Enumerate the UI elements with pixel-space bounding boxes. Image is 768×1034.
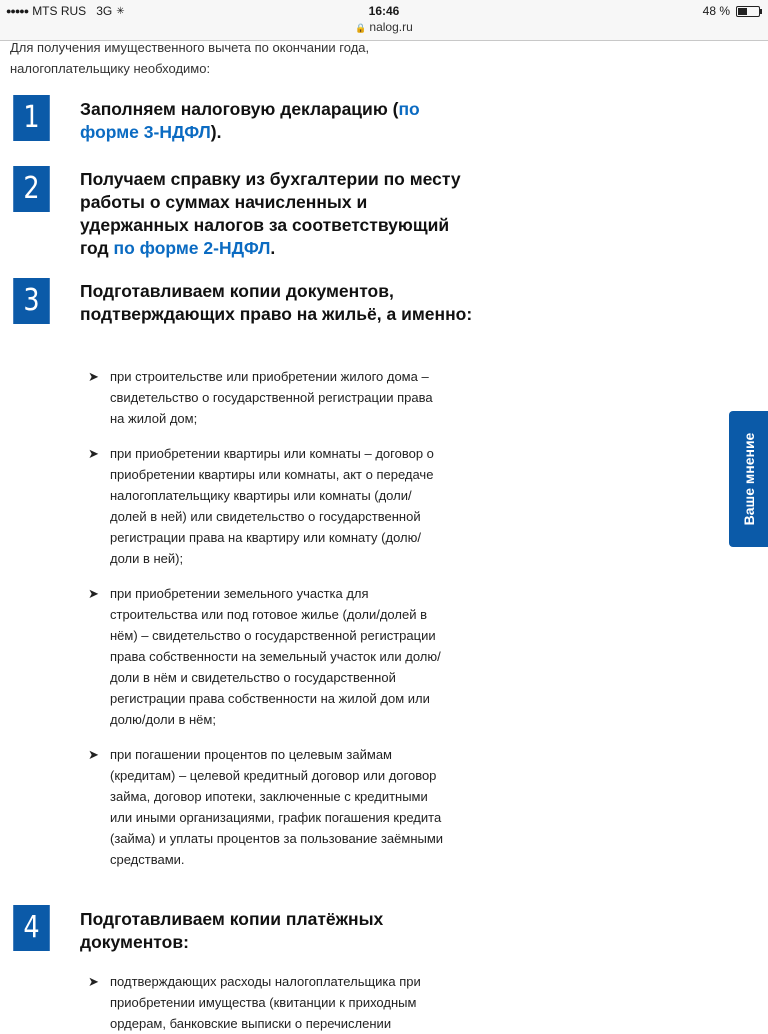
payment-documents-list [88,971,448,1034]
list-item: ➤ при приобретении квартиры или комнаты – договор о приобретении квартиры или комнаты, акт о передаче налогоплательщику квартиры или комнаты (доли/долей в ней) или свидетельство о государственной регистрации права на квартиру или комнату (долю/доли в ней); [88,443,448,569]
carrier-label: MTS RUS [32,4,87,18]
network-label: 3G [96,4,113,18]
step-title: Подготавливаем копии документов, подтверждающих право на жильё, а именно: [80,281,473,324]
form-2ndfl-link[interactable]: по форме 2-НДФЛ [113,238,271,258]
arrow-bullet-icon: ➤ [88,747,99,762]
step-number-badge: 1 [13,95,50,141]
feedback-tab[interactable] [729,411,768,547]
signal-icon: ●●●●● [6,6,29,16]
feedback-label: Ваше мнение [740,432,757,526]
battery-icon [736,6,760,17]
status-bar [0,0,768,41]
step-number-badge: 3 [13,278,50,324]
intro-text: Для получения имущественного вычета по окончании года, налогоплательщику необходимо: [10,40,370,76]
documents-list [88,366,448,870]
list-item: ➤ при приобретении земельного участка для строительства или под готовое жилье (доли/долей в нём) – свидетельство о государственной регистрации права собственности на земельный участок или долю/доли в нём и свидетельство о государственной регистрации права собственности на жилой дом или долю/доли в нём; [88,583,448,730]
step-title: Получаем справку из бухгалтерии по месту работы о суммах начисленных и удержанных налогов за соответствующий год по форме 2-НДФЛ. [80,169,461,258]
list-item: ➤ при строительстве или приобретении жилого дома – свидетельство о государственной регистрации права на жилой дом; [88,366,448,429]
arrow-bullet-icon: ➤ [88,586,99,601]
step-number-badge: 2 [13,166,50,212]
clock: 16:46 [368,4,400,18]
step-title: Заполняем налоговую декларацию (по форме 3-НДФЛ). [80,99,420,142]
arrow-bullet-icon: ➤ [88,369,99,384]
step-number-badge: 4 [13,905,50,951]
arrow-bullet-icon: ➤ [88,446,99,461]
arrow-bullet-icon: ➤ [88,974,99,989]
url-text: nalog.ru [369,20,413,34]
address-bar[interactable] [0,20,768,34]
form-3ndfl-link[interactable]: по форме 3-НДФЛ [80,99,420,142]
battery-percent: 48 % [702,4,730,18]
list-item: ➤ при погашении процентов по целевым займам (кредитам) – целевой кредитный договор или договор займа, договор ипотеки, заключенные с кредитными или иными организациями, график погашения кредита (займа) и уплаты процентов за пользование заёмными средствами. [88,744,448,870]
step-title: Подготавливаем копии платёжных документов: [80,909,384,952]
loading-icon: ✳ [116,5,125,17]
list-item: ➤ подтверждающих расходы налогоплательщика при приобретении имущества (квитанции к приходным ордерам, банковские выписки о перечислении [88,971,448,1034]
lock-icon: 🔒 [355,23,367,33]
